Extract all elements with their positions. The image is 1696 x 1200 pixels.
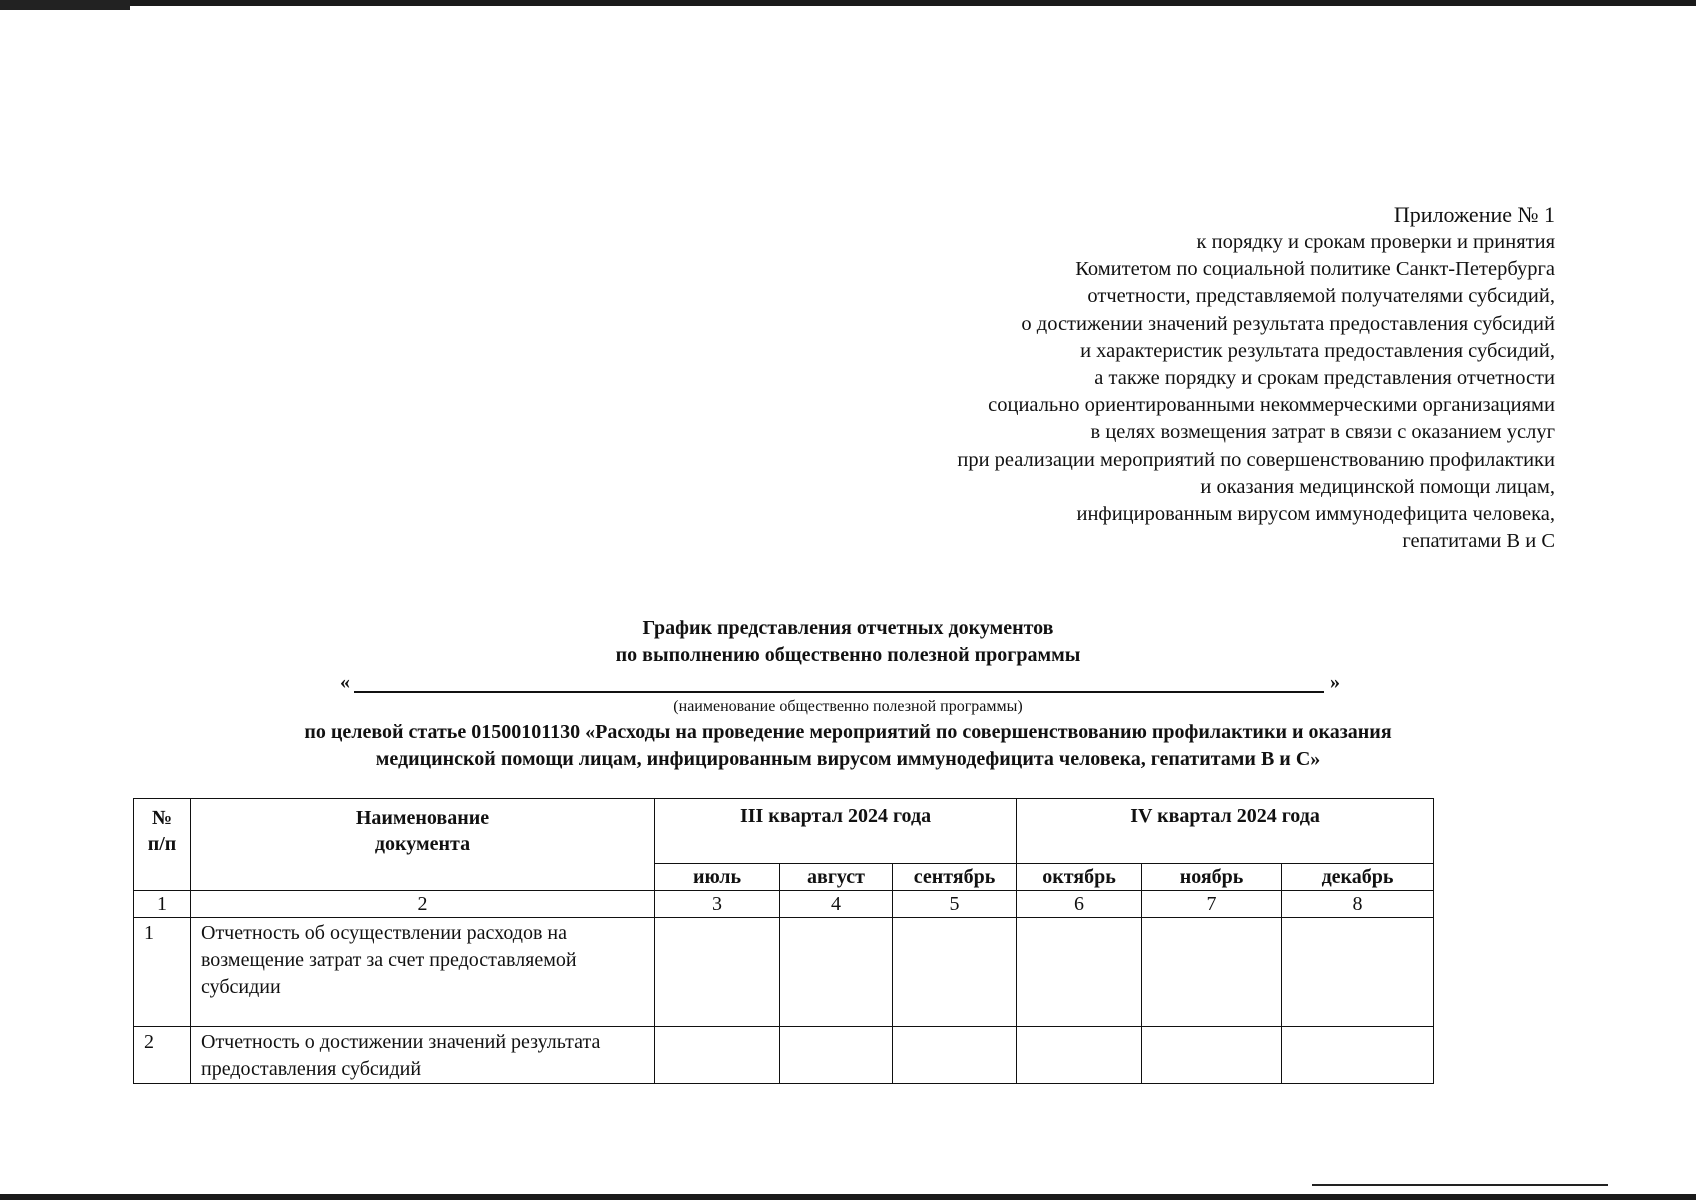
date-cell-july[interactable] [655,1027,780,1084]
date-cell-july[interactable] [655,918,780,1027]
col-header-month: август [780,864,893,891]
scan-top-corner [0,0,130,10]
table-header-row [134,799,1434,864]
document-name: Отчетность об осуществлении расходов на возмещение затрат за счет предоставляемой субсидии [191,918,655,1027]
col-header-month: июль [655,864,780,891]
appendix-line: и характеристик результата предоставления субсидий, [1080,339,1555,362]
col-header-month: октябрь [1017,864,1142,891]
col-header-month: ноябрь [1142,864,1282,891]
program-name-field [340,671,1340,697]
col-header-quarter-4: IV квартал 2024 года [1017,799,1434,864]
appendix-line: и оказания медицинской помощи лицам, [1200,475,1555,498]
appendix-title: Приложение № 1 [1393,202,1555,227]
col-header-name-l1: Наименование [355,807,490,829]
appendix-line: о достижении значений результата предоставления субсидий [1021,312,1555,335]
appendix-line: Комитетом по социальной политике Санкт-Петербурга [1075,258,1555,281]
appendix-line: а также порядку и срокам представления отчетности [1094,367,1555,390]
date-cell-october[interactable] [1017,918,1142,1027]
col-header-number [134,799,191,891]
date-cell-september[interactable] [893,1027,1017,1084]
program-caption: (наименование общественно полезной программы) [673,698,1023,715]
document-name: Отчетность о достижении значений результата предоставления субсидий [191,1027,655,1084]
table-row [134,918,1434,1027]
column-index: 4 [780,891,893,918]
date-cell-october[interactable] [1017,1027,1142,1084]
appendix-line: в целях возмещения затрат в связи с оказанием услуг [1090,421,1555,444]
target-line-1: по целевой статье 01500101130 «Расходы на проведение мероприятий по совершенствованию профилактики и оказания [304,721,1392,743]
appendix-line: социально ориентированными некоммерческими организациями [988,394,1555,417]
date-cell-november[interactable] [1142,1027,1282,1084]
appendix-line: к порядку и срокам проверки и принятия [1196,231,1555,253]
column-index: 3 [655,891,780,918]
col-header-quarter-3: III квартал 2024 года [655,799,1017,864]
col-header-document-name [191,799,655,891]
date-cell-december[interactable] [1282,918,1434,1027]
target-line-2: медицинской помощи лицам, инфицированным вирусом иммунодефицита человека, гепатитами В и С» [375,748,1321,770]
date-cell-december[interactable] [1282,1027,1434,1084]
col-header-name-l2: документа [374,833,471,855]
schedule-table [133,798,1434,1084]
table-row [134,1027,1434,1084]
column-index: 8 [1282,891,1434,918]
column-index: 7 [1142,891,1282,918]
title-line-1: График представления отчетных документов [642,617,1054,639]
appendix-header [957,200,1555,555]
appendix-line: инфицированным вирусом иммунодефицита человека, [1076,503,1555,526]
quote-close: » [1330,671,1340,693]
column-index: 6 [1017,891,1142,918]
scan-top-edge [0,0,1696,6]
col-header-month: декабрь [1282,864,1434,891]
col-header-number-l2: п/п [147,833,177,855]
quote-open: « [340,671,350,693]
row-number: 2 [134,1027,191,1084]
col-header-number-l1: № [151,807,173,829]
program-name-underline [354,691,1324,693]
date-cell-august[interactable] [780,918,893,1027]
col-header-month: сентябрь [893,864,1017,891]
document-title [0,615,1696,669]
column-index: 2 [191,891,655,918]
column-index: 5 [893,891,1017,918]
target-article [0,719,1696,773]
scan-bottom-mark [1312,1184,1608,1186]
appendix-line: отчетности, представляемой получателями субсидий, [1087,285,1555,308]
appendix-line: гепатитами B и C [1402,530,1555,553]
scan-bottom-edge [0,1194,1696,1200]
table-index-row [134,891,1434,918]
date-cell-november[interactable] [1142,918,1282,1027]
appendix-line: при реализации мероприятий по совершенствованию профилактики [957,448,1555,471]
row-number: 1 [134,918,191,1027]
column-index: 1 [134,891,191,918]
title-line-2: по выполнению общественно полезной программы [615,644,1081,666]
date-cell-september[interactable] [893,918,1017,1027]
date-cell-august[interactable] [780,1027,893,1084]
